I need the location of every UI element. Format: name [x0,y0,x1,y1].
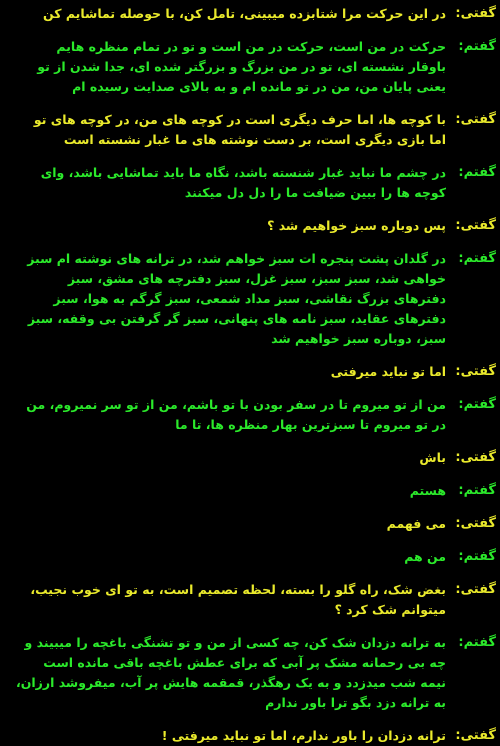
dialogue-entry [0,514,500,534]
speaker-label: گفتم: [458,165,496,180]
speaker-label: گفتم: [458,397,496,412]
speaker-label: گفتم: [458,251,496,266]
dialogue-text: ترانه دزدان را باور ندارم، اما تو نباید میرفتی ! [161,728,446,743]
dialogue-entry [0,249,500,349]
dialogue-entry [0,633,500,713]
speaker-label: گفتی: [455,6,496,21]
dialogue-text: حرکت در من است، حرکت در من است و تو در تمام منظره هایم باوقار نشسته ای، تو در من بزرگ و بزرگتر شده ای، جدا شدن از تو یعنی پایان من، من در تو مانده ام و به بالای صدایت رسیده ام [37,39,446,94]
speaker-label: گفتی: [455,450,496,465]
speaker-label: گفتی: [455,582,496,597]
dialogue-text: می فهمم [386,516,446,531]
dialogue-entry [0,110,500,150]
dialogue-entry [0,448,500,468]
dialogue-text: باش [419,450,446,465]
dialogue-entry [0,580,500,620]
dialogue-entry [0,726,500,746]
dialogue-entry [0,37,500,97]
dialogue-text: هستم [409,483,446,498]
speaker-label: گفتی: [455,516,496,531]
speaker-label: گفتم: [458,39,496,54]
dialogue-entry [0,481,500,501]
dialogue-text: من از تو میروم تا در سفر بودن با تو باشم، من از تو سر نمیروم، من در تو میروم تا سبزترین بهار منظره ها، تا ما [26,397,446,432]
speaker-label: گفتم: [458,483,496,498]
dialogue-text: من هم [404,549,446,564]
dialogue-text: بغض شک، راه گلو را بسته، لحظه تصمیم است، به تو ای خوب نجیب، میتوانم شک کرد ؟ [30,582,446,617]
dialogue-entry [0,216,500,236]
speaker-label: گفتی: [455,218,496,233]
dialogue-entry [0,395,500,435]
dialogue-entry [0,362,500,382]
speaker-label: گفتم: [458,549,496,564]
dialogue-text: پس دوباره سبز خواهیم شد ؟ [267,218,446,233]
dialogue-entry [0,4,500,24]
dialogue-text: اما تو نباید میرفتی [330,364,446,379]
dialogue-text: در این حرکت مرا شتابزده میبینی، تامل کن، با حوصله تماشایم کن [42,6,446,21]
speaker-label: گفتی: [455,364,496,379]
dialogue-text: در گلدان پشت پنجره ات سبز خواهم شد، در ترانه های نوشته ام سبز خواهی شد، سبز سبز، سبز غزل، سبز دفترچه های مشق، سبز دفترهای بزرگ نقاشی، سبز مداد شمعی، سبز گرگم به هوا، سبز دفترهای عقاید، سبز نامه های پنهانی، سبز گر گرفتن بی وقفه، سبز سبز، دوباره سبز خواهیم شد [27,251,446,346]
dialogue-entry [0,547,500,567]
dialogue-entry [0,163,500,203]
speaker-label: گفتی: [455,112,496,127]
speaker-label: گفتی: [455,728,496,743]
dialogue-text: به ترانه دزدان شک کن، چه کسی از من و تو تشنگی باغچه را میبیند و چه بی رحمانه مشک پر آبی که برای عطش باغچه باقی مانده است نیمه شب میدزدد و به یک رهگذر، قمقمه هایش پر آب، میفروشد ارزان، به ترانه دزد بگو ترا باور ندارم [15,635,446,710]
dialogue-text: با کوچه ها، اما حرف دیگری است در کوچه های من، در کوچه های تو اما بازی دیگری است، بر دست نوشته های ما غبار نشسته است [33,112,446,147]
speaker-label: گفتم: [458,635,496,650]
dialogue-text: در چشم ما نباید غبار شنسته باشد، نگاه ما باید تماشایی باشد، وای کوچه ها را ببین ضیافت ما را دل دل میکنند [40,165,446,200]
